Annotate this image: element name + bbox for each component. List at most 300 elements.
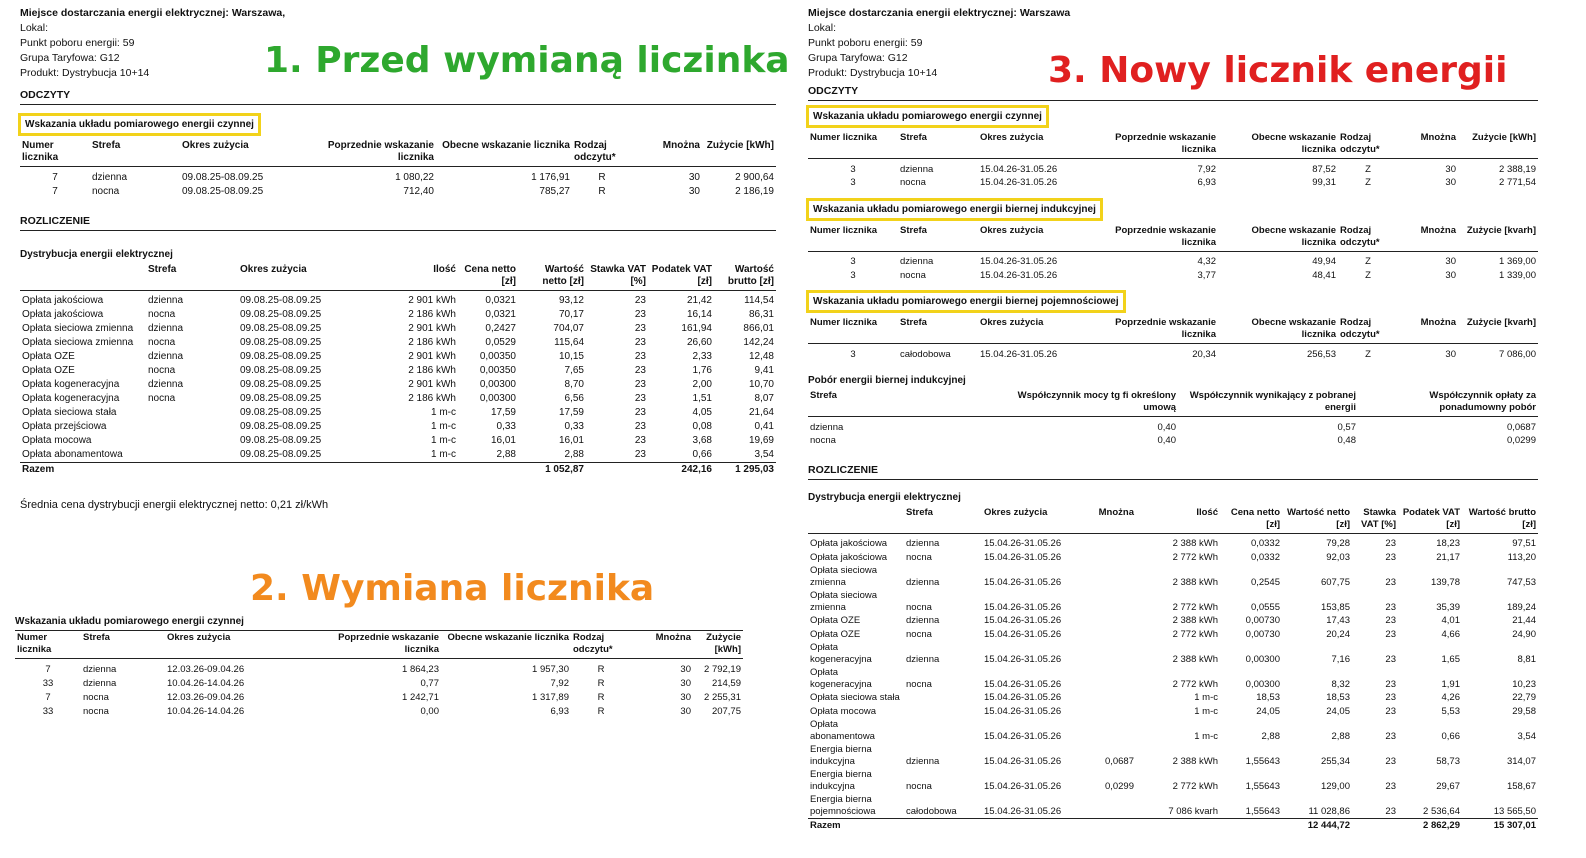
- table-cell: 15.04.26-31.05.26: [980, 269, 1058, 281]
- invoice-before-replacement: [20, 6, 776, 511]
- table-cell: 5,53: [1441, 705, 1460, 717]
- table-cell: 93,12: [558, 295, 584, 306]
- total-cell: 2 862,29: [1423, 820, 1460, 831]
- column-header: Okres zużycia: [980, 224, 1044, 236]
- table-cell: 19,69: [748, 435, 774, 446]
- table-cell: 21,42: [686, 295, 712, 306]
- table-cell: 17,59: [490, 407, 516, 418]
- table-cell: 1,55643: [1245, 780, 1280, 792]
- table-cell: R: [598, 171, 606, 183]
- table-cell: dzienna: [906, 538, 940, 549]
- doc1-average-price-note: Średnia cena dystrybucji energii elektrycznej netto: 0,21 zł/kWh: [20, 499, 329, 511]
- column-header: Okres zużycia: [980, 317, 1044, 328]
- table-cell: Opłata kogeneracyjna: [22, 379, 120, 390]
- table-cell: 2 388 kWh: [1172, 576, 1218, 588]
- table-cell: 15.04.26-31.05.26: [984, 692, 1062, 703]
- table-cell: 30: [680, 691, 691, 703]
- table-cell: 29,67: [1436, 780, 1460, 792]
- doc1-odczyty-heading: ODCZYTY: [20, 89, 776, 105]
- total-cell: [1092, 819, 1136, 833]
- table-cell: 1,76: [692, 365, 712, 376]
- table-total-row: [20, 463, 776, 478]
- column-header: Ilość: [433, 263, 456, 275]
- table-header-row: [20, 139, 776, 167]
- doc3-rozliczenie-heading: ROZLICZENIE: [808, 464, 1538, 480]
- table-cell: 0,0687: [1104, 755, 1134, 767]
- column-header: Zużycie [kvarh]: [1466, 317, 1536, 328]
- table-cell: R: [598, 185, 606, 197]
- table-cell: 09.08.25-08.09.25: [240, 407, 322, 418]
- total-cell: [1220, 819, 1282, 833]
- table-cell: 79,28: [1326, 538, 1350, 549]
- table-cell: 17,43: [1326, 615, 1350, 626]
- doc1-distribution-table: [20, 263, 776, 478]
- column-header: Cena netto [zł]: [1230, 506, 1280, 530]
- table-cell: 7,92: [550, 677, 569, 689]
- label-new-meter: 3. Nowy licznik energii: [1048, 50, 1508, 91]
- table-row: [808, 163, 1538, 177]
- column-header: Zużycie [kvarh]: [1466, 224, 1536, 236]
- table-cell: 0,00300: [1245, 653, 1280, 665]
- column-header: Obecne wskazanie licznika: [1251, 317, 1336, 340]
- table-cell: 2 772 kWh: [1172, 601, 1218, 613]
- table-cell: 18,53: [1326, 692, 1350, 703]
- table-row: [15, 705, 743, 719]
- table-cell: [1092, 589, 1136, 614]
- invoice-new-meter: [808, 6, 1538, 833]
- table-cell: Opłata mocowa: [810, 705, 877, 717]
- table-cell: [904, 718, 982, 743]
- table-cell: 189,24: [1506, 601, 1536, 613]
- table-cell: 2 901 kWh: [408, 323, 456, 334]
- table-cell: 12,48: [748, 351, 774, 362]
- table-cell: 09.08.25-08.09.25: [182, 171, 264, 183]
- table-cell: 33: [42, 705, 54, 717]
- table-cell: 1 864,23: [402, 663, 439, 675]
- table-cell: dzienna: [148, 351, 184, 362]
- table-cell: 2 186 kWh: [408, 393, 456, 404]
- table-cell: 1 m-c: [431, 435, 456, 446]
- column-header: Strefa: [810, 390, 837, 401]
- table-row: [808, 743, 1538, 768]
- table-cell: 0,66: [692, 449, 712, 460]
- table-cell: R: [597, 677, 605, 689]
- table-row: [20, 364, 776, 378]
- table-cell: [146, 434, 238, 448]
- table-cell: 26,60: [686, 337, 712, 348]
- table-cell: 2 536,64: [1423, 805, 1460, 817]
- table-cell: Opłata OZE: [22, 351, 75, 362]
- table-cell: dzienna: [148, 323, 184, 334]
- table-cell: 23: [1385, 601, 1396, 613]
- table-cell: 30: [680, 677, 691, 689]
- table-cell: 1 242,71: [402, 691, 439, 703]
- table-cell: R: [597, 705, 605, 717]
- table-cell: 24,05: [1256, 705, 1280, 717]
- table-cell: nocna: [810, 435, 836, 446]
- column-header: Mnożna: [1420, 224, 1456, 236]
- table-cell: 1 m-c: [431, 421, 456, 432]
- table-cell: 23: [1385, 615, 1396, 626]
- table-total-row: [808, 819, 1538, 833]
- table-cell: nocna: [83, 705, 109, 717]
- table-cell: 09.08.25-08.09.25: [240, 421, 322, 432]
- table-cell: 15.04.26-31.05.26: [984, 730, 1062, 742]
- doc1-readings-table: [20, 139, 776, 199]
- table-header-row: [808, 389, 1538, 417]
- column-header: Podatek VAT [zł]: [651, 263, 712, 287]
- table-cell: 23: [1385, 576, 1396, 588]
- label-before-replacement: 1. Przed wymianą liczinka: [264, 40, 790, 81]
- total-cell: 15 307,01: [1493, 820, 1536, 831]
- column-header: Mnożna: [1098, 506, 1134, 518]
- doc3-inductive-energy-title: Wskazania układu pomiarowego energii biernej indukcyjnej: [806, 198, 1103, 221]
- table-cell: [904, 691, 982, 705]
- table-cell: 8,81: [1517, 653, 1536, 665]
- column-header: Poprzednie wskazanie licznika: [327, 140, 434, 163]
- table-row: [808, 255, 1538, 269]
- table-cell: 12.03.26-09.04.26: [167, 691, 245, 703]
- table-cell: 7: [45, 663, 51, 675]
- table-cell: 113,20: [1507, 551, 1536, 563]
- doc3-active-energy-title: Wskazania układu pomiarowego energii czynnej: [806, 105, 1049, 128]
- doc3-reactive-power-table: [808, 389, 1538, 448]
- table-cell: 114,54: [744, 295, 774, 306]
- table-header-row: [808, 131, 1538, 159]
- column-header: Mnożna: [662, 140, 700, 151]
- table-cell: Opłata kogeneracyjna: [810, 667, 872, 690]
- table-cell: 15.04.26-31.05.26: [984, 678, 1062, 690]
- table-cell: 15.04.26-31.05.26: [984, 551, 1062, 563]
- table-cell: 23: [1385, 653, 1396, 665]
- table-cell: 1 339,00: [1499, 269, 1536, 281]
- doc1-header-line: Produkt: Dystrybucja 10+14: [20, 67, 150, 79]
- table-row: [808, 614, 1538, 628]
- table-cell: 0,0332: [1250, 551, 1280, 563]
- table-cell: Opłata jakościowa: [810, 551, 888, 563]
- table-cell: 15.04.26-31.05.26: [980, 163, 1058, 175]
- table-cell: 0,00300: [479, 393, 516, 404]
- table-cell: 1,55643: [1245, 755, 1280, 767]
- table-cell: 785,27: [539, 185, 570, 197]
- table-cell: 161,94: [681, 323, 712, 334]
- table-cell: 16,01: [490, 435, 516, 446]
- total-cell: [146, 463, 238, 478]
- table-cell: 09.08.25-08.09.25: [240, 365, 322, 376]
- table-row: [20, 392, 776, 406]
- table-cell: 86,31: [748, 309, 774, 320]
- table-cell: 2,00: [692, 379, 712, 390]
- column-header: Strefa: [900, 317, 927, 328]
- table-cell: 7 086 kvarh: [1168, 805, 1218, 817]
- total-cell: [982, 819, 1092, 833]
- doc2-readings-table: [15, 631, 743, 719]
- table-cell: 2,33: [692, 351, 712, 362]
- table-cell: nocna: [900, 177, 926, 188]
- table-cell: 09.08.25-08.09.25: [240, 351, 322, 362]
- table-cell: dzienna: [906, 615, 940, 626]
- column-header: Okres zużycia: [182, 140, 249, 151]
- column-header: [808, 506, 904, 534]
- table-cell: 0,2427: [485, 323, 516, 334]
- column-header: Współczynnik mocy tg fi określony umową: [1017, 390, 1176, 413]
- table-header-row: [808, 224, 1538, 252]
- column-header: Okres zużycia: [980, 132, 1044, 143]
- table-cell: 1 m-c: [1194, 705, 1218, 717]
- total-cell: Razem: [22, 464, 55, 475]
- table-row: [808, 176, 1538, 190]
- table-cell: Opłata jakościowa: [22, 309, 104, 320]
- table-cell: Opłata sieciowa zmienna: [22, 337, 134, 348]
- table-row: [20, 294, 776, 308]
- table-cell: 30: [688, 171, 700, 183]
- table-cell: 35,39: [1436, 601, 1460, 613]
- table-cell: 7,65: [564, 365, 584, 376]
- table-cell: 23: [1385, 730, 1396, 742]
- table-cell: Z: [1365, 269, 1371, 281]
- table-cell: 314,07: [1506, 755, 1536, 767]
- column-header: Rodzaj odczytu*: [1340, 317, 1380, 340]
- table-cell: 6,56: [564, 393, 584, 404]
- column-header: Obecne wskazanie licznika: [1251, 224, 1336, 248]
- table-cell: 0,0299: [1104, 780, 1134, 792]
- table-cell: 15.04.26-31.05.26: [984, 628, 1062, 640]
- table-cell: Opłata mocowa: [22, 435, 92, 446]
- table-cell: 7 086,00: [1499, 348, 1536, 360]
- column-header: Wartość netto [zł]: [1287, 506, 1350, 530]
- table-header-row: [808, 316, 1538, 344]
- table-cell: 48,41: [1312, 269, 1336, 281]
- column-header: Numer licznika: [810, 224, 878, 236]
- table-cell: dzienna: [148, 295, 184, 306]
- column-header: Mnożna: [1420, 317, 1456, 328]
- table-cell: dzienna: [810, 421, 844, 433]
- doc1-readings-title: Wskazania układu pomiarowego energii czynnej: [18, 113, 261, 136]
- table-cell: 2,88: [1261, 730, 1280, 742]
- doc2-title: Wskazania układu pomiarowego energii czynnej: [15, 616, 743, 631]
- table-cell: 58,73: [1436, 755, 1460, 767]
- column-header: Okres zużycia: [984, 506, 1048, 518]
- column-header: Strefa: [900, 132, 927, 143]
- table-row: [808, 666, 1538, 691]
- table-cell: 2 901 kWh: [408, 295, 456, 306]
- table-cell: 30: [680, 663, 691, 675]
- doc1-header-line: Miejsce dostarczania energii elektrycznej: Warszawa,: [20, 7, 286, 19]
- table-cell: 23: [1385, 538, 1396, 549]
- table-cell: 3: [850, 177, 856, 188]
- table-cell: 0,48: [1337, 435, 1356, 446]
- table-cell: 24,05: [1326, 705, 1350, 717]
- table-cell: dzienna: [900, 256, 934, 267]
- table-cell: 255,34: [1320, 755, 1350, 767]
- table-cell: 92,03: [1326, 551, 1350, 563]
- table-cell: [1092, 564, 1136, 589]
- table-cell: 0,00350: [479, 351, 516, 362]
- table-cell: 2 388 kWh: [1172, 538, 1218, 549]
- table-cell: 0,40: [1157, 421, 1176, 433]
- table-cell: 23: [634, 309, 646, 320]
- table-cell: 142,24: [743, 337, 774, 348]
- table-row: [20, 322, 776, 336]
- doc3-inductive-energy-table: [808, 224, 1538, 283]
- table-cell: Energia bierna pojemnościowa: [810, 794, 876, 817]
- column-header: Strefa: [900, 224, 927, 236]
- table-cell: 15.04.26-31.05.26: [984, 805, 1062, 817]
- table-cell: 4,05: [692, 407, 712, 418]
- table-cell: 1 176,91: [531, 171, 570, 183]
- table-cell: nocna: [906, 780, 932, 792]
- table-cell: 153,85: [1320, 601, 1350, 613]
- table-cell: 23: [634, 295, 646, 306]
- table-cell: 2 186,19: [735, 185, 774, 197]
- table-cell: [1092, 628, 1136, 642]
- column-header: Wartość brutto [zł]: [727, 263, 774, 287]
- table-cell: 15.04.26-31.05.26: [984, 755, 1062, 767]
- table-row: [808, 691, 1538, 705]
- table-row: [808, 421, 1538, 435]
- total-cell: [458, 463, 518, 478]
- table-cell: 15.04.26-31.05.26: [984, 705, 1062, 717]
- table-cell: 23: [1385, 780, 1396, 792]
- table-cell: [146, 448, 238, 463]
- table-cell: 8,32: [1331, 678, 1350, 690]
- table-cell: 2 772 kWh: [1172, 628, 1218, 640]
- table-cell: 23: [1385, 805, 1396, 817]
- table-cell: 15.04.26-31.05.26: [980, 177, 1058, 188]
- column-header: Numer licznika: [22, 140, 59, 163]
- table-row: [808, 589, 1538, 614]
- table-cell: 23: [634, 351, 646, 362]
- total-cell: 12 444,72: [1307, 820, 1350, 831]
- total-cell: 1 295,03: [735, 464, 774, 475]
- table-cell: [1092, 641, 1136, 666]
- table-cell: 18,53: [1256, 692, 1280, 703]
- table-cell: nocna: [906, 551, 932, 563]
- table-cell: R: [597, 691, 605, 703]
- table-cell: 207,75: [711, 705, 741, 717]
- table-cell: [1092, 666, 1136, 691]
- table-row: [808, 768, 1538, 793]
- table-cell: 0,00300: [479, 379, 516, 390]
- table-header-row: [808, 506, 1538, 534]
- table-cell: 3,54: [754, 449, 774, 460]
- table-cell: 1,91: [1441, 678, 1460, 690]
- table-cell: 23: [1385, 692, 1396, 703]
- table-row: [20, 350, 776, 364]
- table-cell: Z: [1365, 177, 1371, 188]
- column-header: Rodzaj odczytu*: [1340, 224, 1380, 248]
- column-header: Podatek VAT [zł]: [1402, 506, 1460, 530]
- table-cell: 49,94: [1312, 256, 1336, 267]
- table-cell: 214,59: [711, 677, 741, 689]
- table-cell: 2 186 kWh: [408, 365, 456, 376]
- table-cell: 23: [634, 379, 646, 390]
- table-cell: 09.08.25-08.09.25: [182, 185, 264, 197]
- column-header: Poprzednie wskazanie licznika: [1115, 132, 1216, 155]
- table-cell: [1092, 793, 1136, 819]
- table-cell: 3,68: [692, 435, 712, 446]
- total-cell: [238, 463, 368, 478]
- column-header: Strefa: [92, 140, 121, 151]
- table-cell: 15.04.26-31.05.26: [984, 601, 1062, 613]
- table-cell: 0,0555: [1250, 601, 1280, 613]
- doc3-active-energy-table: [808, 131, 1538, 190]
- table-cell: 3: [850, 163, 856, 175]
- table-cell: 2 388 kWh: [1172, 755, 1218, 767]
- table-cell: 15.04.26-31.05.26: [984, 576, 1062, 588]
- column-header: Zużycie [kWh]: [1472, 132, 1536, 143]
- table-cell: 1 080,22: [395, 171, 434, 183]
- column-header: Współczynnik opłaty za ponadumowny pobór: [1429, 390, 1536, 413]
- table-cell: całodobowa: [906, 805, 957, 817]
- table-cell: 23: [634, 449, 646, 460]
- table-cell: 10,15: [558, 351, 584, 362]
- table-cell: 2 772 kWh: [1172, 780, 1218, 792]
- table-cell: 23: [634, 393, 646, 404]
- table-cell: Opłata sieciowa zmienna: [810, 565, 878, 588]
- table-cell: 0,0529: [485, 337, 516, 348]
- table-cell: 0,66: [1441, 730, 1460, 742]
- table-cell: 1 m-c: [1194, 730, 1218, 742]
- table-cell: 15.04.26-31.05.26: [984, 615, 1062, 626]
- column-header: Mnożna: [1420, 132, 1456, 143]
- table-cell: 2 186 kWh: [408, 309, 456, 320]
- table-row: [808, 551, 1538, 565]
- table-cell: 158,67: [1506, 780, 1536, 792]
- table-cell: 0,00350: [479, 365, 516, 376]
- total-cell: [904, 819, 982, 833]
- table-cell: 13 565,50: [1493, 805, 1536, 817]
- table-cell: Opłata OZE: [810, 628, 861, 640]
- table-row: [808, 537, 1538, 551]
- table-cell: 7: [52, 171, 58, 183]
- column-header: Rodzaj odczytu*: [573, 632, 613, 655]
- table-cell: 0,0321: [485, 309, 516, 320]
- table-cell: 7,16: [1331, 653, 1350, 665]
- table-cell: 23: [634, 421, 646, 432]
- table-cell: 30: [1445, 348, 1456, 360]
- table-cell: 0,00730: [1245, 628, 1280, 640]
- column-header: Strefa: [906, 506, 933, 518]
- table-cell: 1 369,00: [1499, 256, 1536, 267]
- total-cell: [368, 463, 458, 478]
- table-cell: 12.03.26-09.04.26: [167, 663, 245, 675]
- table-cell: 115,64: [554, 337, 584, 348]
- table-cell: 0,33: [564, 421, 584, 432]
- table-cell: 0,41: [754, 421, 774, 432]
- table-row: [808, 793, 1538, 819]
- column-header: Zużycie [kWh]: [706, 140, 774, 151]
- table-cell: 1 957,30: [532, 663, 569, 675]
- table-cell: 7,92: [1197, 163, 1216, 175]
- table-cell: 9,41: [754, 365, 774, 376]
- column-header: Obecne wskazanie licznika: [1251, 132, 1336, 155]
- table-cell: [1092, 551, 1136, 565]
- table-cell: 2,88: [1331, 730, 1350, 742]
- column-header: Ilość: [1196, 506, 1218, 518]
- column-header: Strefa: [148, 263, 177, 275]
- table-row: [15, 677, 743, 691]
- table-cell: nocna: [906, 628, 932, 640]
- table-cell: 129,00: [1320, 780, 1350, 792]
- table-header-row: [20, 263, 776, 291]
- table-cell: nocna: [83, 691, 109, 703]
- table-cell: Opłata OZE: [22, 365, 75, 376]
- table-cell: 30: [1445, 163, 1456, 175]
- table-cell: 33: [42, 677, 54, 689]
- table-cell: 2,88: [496, 449, 516, 460]
- table-cell: 09.08.25-08.09.25: [240, 309, 322, 320]
